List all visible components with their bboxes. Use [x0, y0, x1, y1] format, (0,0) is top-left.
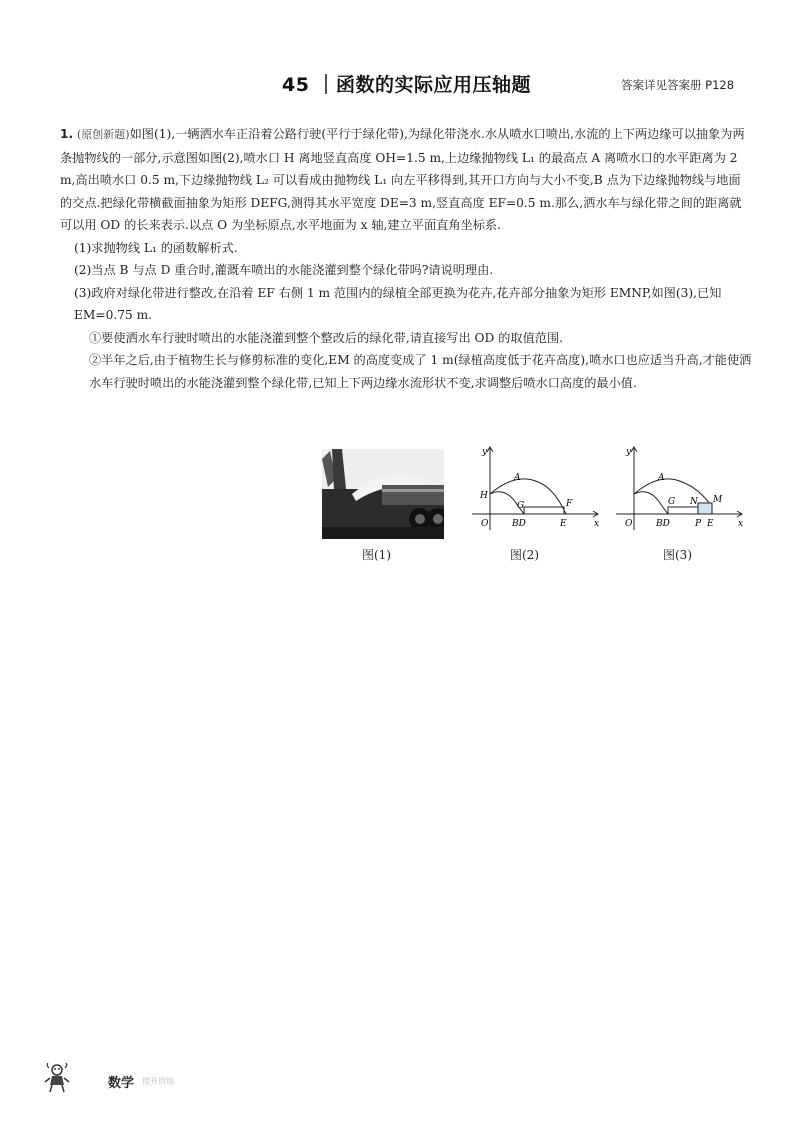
question-3-2: ②半年之后,由于植物生长与修剪标准的变化,EM 的高度变成了 1 m(绿植高度低于花卉高度),喷水口也应适当升高,才能使洒水车行驶时喷出的水能浇灌到整个绿化带,已知上下两边缘水流形状不变,求调整后喷水口高度的最小值.: [89, 353, 752, 390]
problem-intro: [60, 123, 752, 237]
problem-intro-text: 如图(1),一辆洒水车正沿着公路行驶(平行于绿化带),为绿化带浇水.水从喷水口喷出,水流的上下两边缘可以抽象为两条抛物线的一部分,示意图如图(2),喷水口 H 离地竖直高度 OH=1.5 m,上边缘抛物线 L₁ 的最高点 A 离喷水口的水平距离为 2 m,高出喷水口 0.5 m,下边缘抛物线 L₂ 可以看成由抛物线 L₁ 向左平移得到,其开口方向与大小不变,B 点为下边缘抛物线与地面的交点.把绿化带横截面抽象为矩形 DEFG,测得其水平宽度 DE=3 m,竖直高度 EF=0.5 m.那么,洒水车与绿化带之间的距离就可以用 OD 的长来表示.以点 O 为坐标原点,水平地面为 x 轴,建立平面直角坐标系.: [60, 127, 745, 232]
fig2-label-y: y: [482, 447, 488, 457]
figure-2-diagram: [472, 444, 602, 534]
problem-1: [60, 123, 752, 394]
figure-2-caption: 图(2): [510, 548, 539, 562]
fig2-label-bd: BD: [512, 519, 526, 529]
question-2: (2)当点 B 与点 D 重合时,灌溉车喷出的水能浇灌到整个绿化带吗?请说明理由.: [74, 263, 494, 277]
footer-mascot-icon: [44, 1063, 70, 1097]
question-3-1: ①要使洒水车行驶时喷出的水能浇灌到整个整改后的绿化带,请直接写出 OD 的取值范围.: [89, 330, 564, 345]
figure-3-diagram: [616, 444, 746, 534]
figure-3-caption: 图(3): [663, 548, 692, 562]
fig2-label-x: x: [594, 519, 600, 529]
fig3-label-a: A: [658, 473, 665, 483]
fig3-label-e: E: [707, 519, 714, 529]
fig3-label-g: G: [668, 497, 676, 507]
page-title: 45 ｜函数的实际应用压轴题: [282, 74, 532, 96]
fig2-label-e: E: [560, 519, 567, 529]
fig3-label-m: M: [713, 495, 723, 505]
figure-1-photo: [322, 449, 444, 539]
question-1: (1)求抛物线 L₁ 的函数解析式.: [74, 240, 238, 255]
fig3-label-o: O: [625, 519, 633, 529]
fig3-label-bd: BD: [656, 519, 670, 529]
problem-tag: (原创新题): [77, 128, 130, 141]
question-3: (3)政府对绿化带进行整改,在沿着 EF 右侧 1 m 范围内的绿植全部更换为花卉,花卉部分抽象为矩形 EMNP,如图(3),已知 EM=0.75 m.: [74, 285, 722, 322]
fig2-label-o: O: [481, 519, 489, 529]
fig2-label-a: A: [514, 473, 521, 483]
fig2-label-h: H: [480, 491, 488, 501]
fig2-label-g: G: [517, 501, 525, 511]
parabola-diagram-2: [472, 444, 602, 534]
fig3-label-x: x: [738, 519, 744, 529]
fig3-label-p: P: [695, 519, 702, 529]
figure-1-caption: 图(1): [362, 548, 391, 562]
problem-number: 1.: [60, 127, 74, 141]
fig2-label-f: F: [566, 499, 573, 509]
fig3-label-y: y: [626, 447, 632, 457]
footer-subject: 数学: [108, 1076, 135, 1091]
parabola-diagram-3: [616, 444, 746, 534]
footer-faint-text: 提升训练: [142, 1077, 174, 1086]
sprinkler-truck-photo: [322, 449, 444, 539]
fig3-label-n: N: [690, 497, 698, 507]
answer-reference: 答案详见答案册 P128: [621, 78, 735, 92]
